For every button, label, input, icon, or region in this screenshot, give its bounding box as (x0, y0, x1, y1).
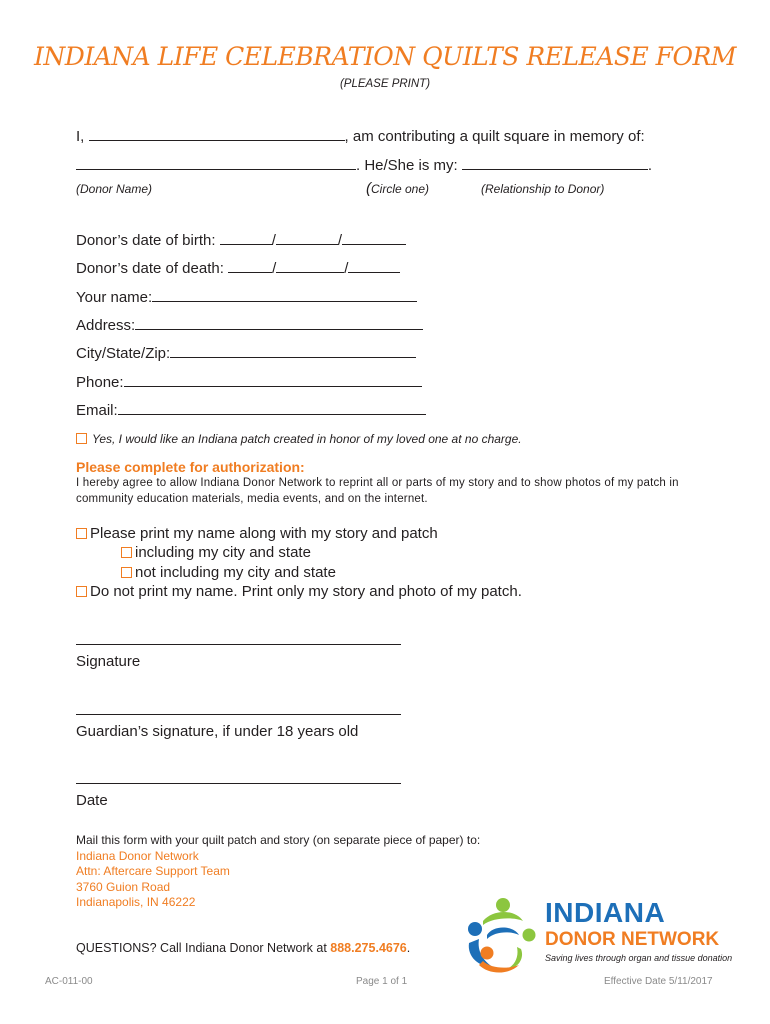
exclude-city-label: not including my city and state (135, 564, 336, 581)
exclude-city-checkbox[interactable] (121, 567, 132, 578)
caption-circle-text: Circle one) (371, 182, 430, 196)
city-blank[interactable] (170, 344, 416, 358)
donor-line-1 (76, 127, 645, 145)
include-city-label: including my city and state (135, 544, 311, 561)
print-name-label: Please print my name along with my story and patch (90, 525, 438, 542)
date-label: Date (76, 792, 108, 809)
dod-slash-1: / (272, 260, 277, 277)
caption-relationship: (Relationship to Donor) (481, 182, 605, 196)
your-name-label: Your name: (76, 289, 153, 306)
dob-day-blank[interactable] (276, 231, 338, 245)
dob-slash-2: / (337, 232, 343, 249)
date-line[interactable] (76, 783, 401, 784)
no-name-checkbox[interactable] (76, 586, 87, 597)
logo-wordmark-line1: INDIANA (545, 897, 666, 928)
authorization-heading: Please complete for authorization: (76, 459, 305, 475)
phone-blank[interactable] (124, 373, 422, 387)
email-blank[interactable] (118, 401, 426, 415)
questions-suffix: . (406, 941, 411, 955)
guardian-signature-label: Guardian’s signature, if under 18 years old (76, 723, 359, 740)
mail-intro: Mail this form with your quilt patch and story (on separate piece of paper) to: (76, 833, 481, 847)
caption-circle-paren: ( (366, 180, 371, 197)
questions-line (76, 941, 410, 955)
mail-city: Indianapolis, IN 46222 (76, 895, 196, 909)
dod-month-blank[interactable] (228, 259, 272, 273)
footer-page: Page 1 of 1 (356, 976, 408, 987)
city-label: City/State/Zip: (76, 345, 171, 362)
organization-logo-mark (463, 895, 543, 975)
dod-slash-2: / (344, 260, 349, 277)
questions-prefix: QUESTIONS? Call Indiana Donor Network at (76, 941, 327, 955)
no-name-label: Do not print my name. Print only my story and photo of my patch. (90, 583, 522, 600)
footer-effective-date: Effective Date 5/11/2017 (604, 976, 713, 987)
dob-label: Donor’s date of birth: (76, 232, 216, 249)
email-row (76, 401, 426, 419)
signature-line[interactable] (76, 644, 401, 645)
donor-line-1-prefix: I, (76, 128, 85, 145)
mail-org: Indiana Donor Network (76, 849, 199, 863)
address-row (76, 316, 423, 334)
dod-day-blank[interactable] (276, 259, 344, 273)
address-label: Address: (76, 317, 136, 334)
caption-circle-one (366, 180, 429, 197)
questions-phone[interactable]: 888.275.4676 (330, 941, 407, 955)
patch-checkbox[interactable] (76, 433, 87, 444)
form-title: INDIANA LIFE CELEBRATION QUILTS RELEASE FORM (34, 42, 736, 71)
relationship-blank[interactable] (462, 156, 648, 170)
donor-line-2-mid: . He/She is my: (356, 157, 458, 174)
authorization-body: I hereby agree to allow Indiana Donor Network to reprint all or parts of my story and to show photos of my patch in community education materials, media events, and on the internet. (76, 477, 679, 505)
dob-year-blank[interactable] (342, 231, 406, 245)
logo-wordmark-line2: DONOR NETWORK (545, 929, 720, 950)
city-row (76, 344, 416, 362)
dod-row (76, 259, 400, 277)
phone-label: Phone: (76, 374, 124, 391)
dob-row (76, 231, 406, 249)
phone-row (76, 373, 422, 391)
no-name-option (76, 583, 522, 600)
mail-street: 3760 Guion Road (76, 880, 171, 894)
guardian-signature-line[interactable] (76, 714, 401, 715)
include-city-checkbox[interactable] (121, 547, 132, 558)
donor-line-2 (76, 156, 652, 174)
donor-line-2-end: . (647, 157, 653, 174)
signature-label: Signature (76, 653, 141, 670)
print-name-checkbox[interactable] (76, 528, 87, 539)
donor-line-1-suffix: , am contributing a quilt square in memory of: (344, 128, 645, 145)
patch-option-label: Yes, I would like an Indiana patch created in honor of my loved one at no charge. (92, 432, 522, 446)
form-subtitle: (PLEASE PRINT) (339, 78, 431, 90)
dod-label: Donor’s date of death: (76, 260, 224, 277)
footer-form-id: AC-011-00 (45, 976, 93, 987)
exclude-city-option (121, 564, 336, 581)
donor-name-blank[interactable] (76, 156, 356, 170)
your-name-blank[interactable] (152, 288, 417, 302)
donor-network-emblem-icon (463, 895, 543, 975)
your-name-row (76, 288, 417, 306)
contributor-name-blank[interactable] (89, 127, 345, 141)
email-label: Email: (76, 402, 118, 419)
caption-donor-name: (Donor Name) (76, 182, 153, 196)
dob-month-blank[interactable] (220, 231, 272, 245)
dod-year-blank[interactable] (348, 259, 400, 273)
address-blank[interactable] (135, 316, 423, 330)
logo-tagline: Saving lives through organ and tissue donation (545, 953, 733, 963)
patch-option-row (76, 432, 522, 446)
print-name-option (76, 525, 438, 542)
dob-slash-1: / (271, 232, 276, 249)
mail-attn: Attn: Aftercare Support Team (76, 864, 230, 878)
include-city-option (121, 544, 311, 561)
